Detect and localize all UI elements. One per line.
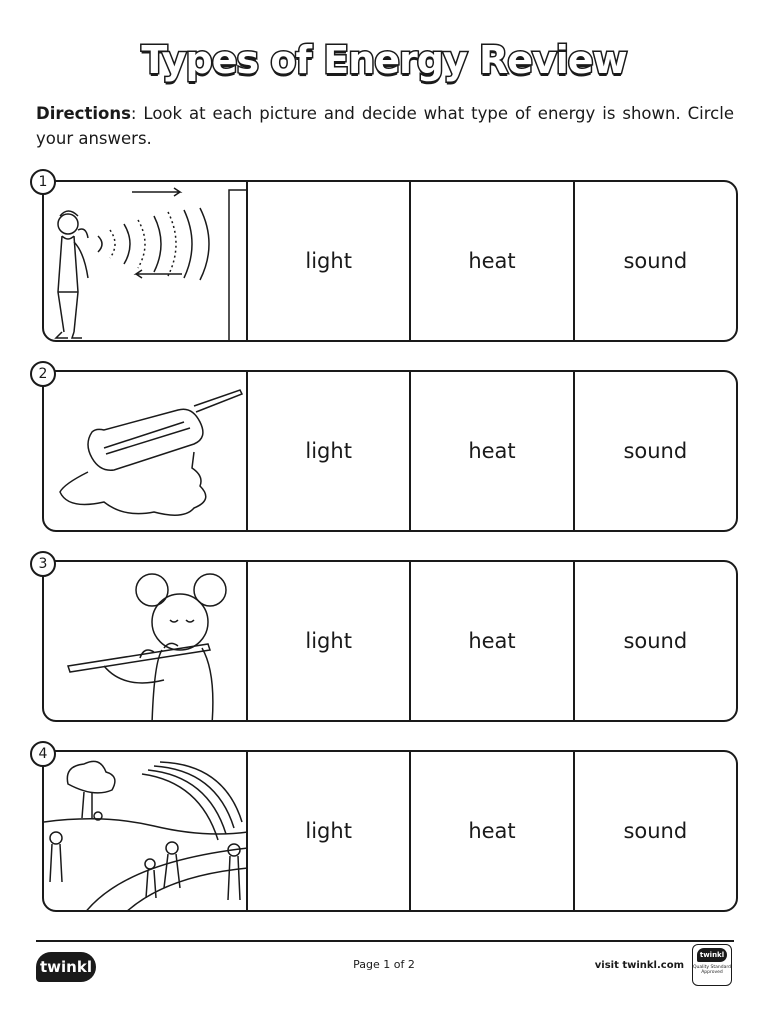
page-number: Page 1 of 2 [353,958,415,971]
option-sound[interactable]: sound [623,819,688,843]
question-row-4 [42,750,738,912]
option-heat[interactable]: heat [411,752,574,910]
directions-text: : Look at each picture and decide what type of energy is shown. Circle your answers. [36,104,734,148]
option-light[interactable]: light [248,372,411,530]
page-title: Types of Energy Review [141,38,627,82]
directions [36,101,734,151]
question-row-2 [42,370,738,532]
option-heat[interactable]: heat [411,562,574,720]
twinkl-logo[interactable]: twinkl [36,952,96,982]
option-heat[interactable]: heat [411,182,574,340]
footer-divider [36,940,734,942]
option-light[interactable]: light [248,562,411,720]
option-light[interactable]: light [248,752,411,910]
question-row-3 [42,560,738,722]
question-number-2: 2 [30,361,56,387]
directions-label: Directions [36,104,131,123]
question-row-1 [42,180,738,342]
question-number-4: 4 [30,741,56,767]
badge-text: Quality Standard Approved [693,965,731,975]
question-number-1: 1 [30,169,56,195]
park-rainbow-picture [44,752,248,910]
option-heat[interactable]: heat [411,372,574,530]
option-sound[interactable]: sound [623,439,688,463]
option-light[interactable]: light [248,182,411,340]
melting-ice-pop-picture [44,372,248,530]
option-sound[interactable]: sound [623,629,688,653]
visit-link[interactable]: visit twinkl.com [594,960,684,971]
badge-logo: twinkl [697,948,727,962]
quality-badge [692,944,732,986]
boy-shouting-picture [44,182,248,340]
girl-flute-picture [44,562,248,720]
option-sound[interactable]: sound [623,249,688,273]
question-number-3: 3 [30,551,56,577]
